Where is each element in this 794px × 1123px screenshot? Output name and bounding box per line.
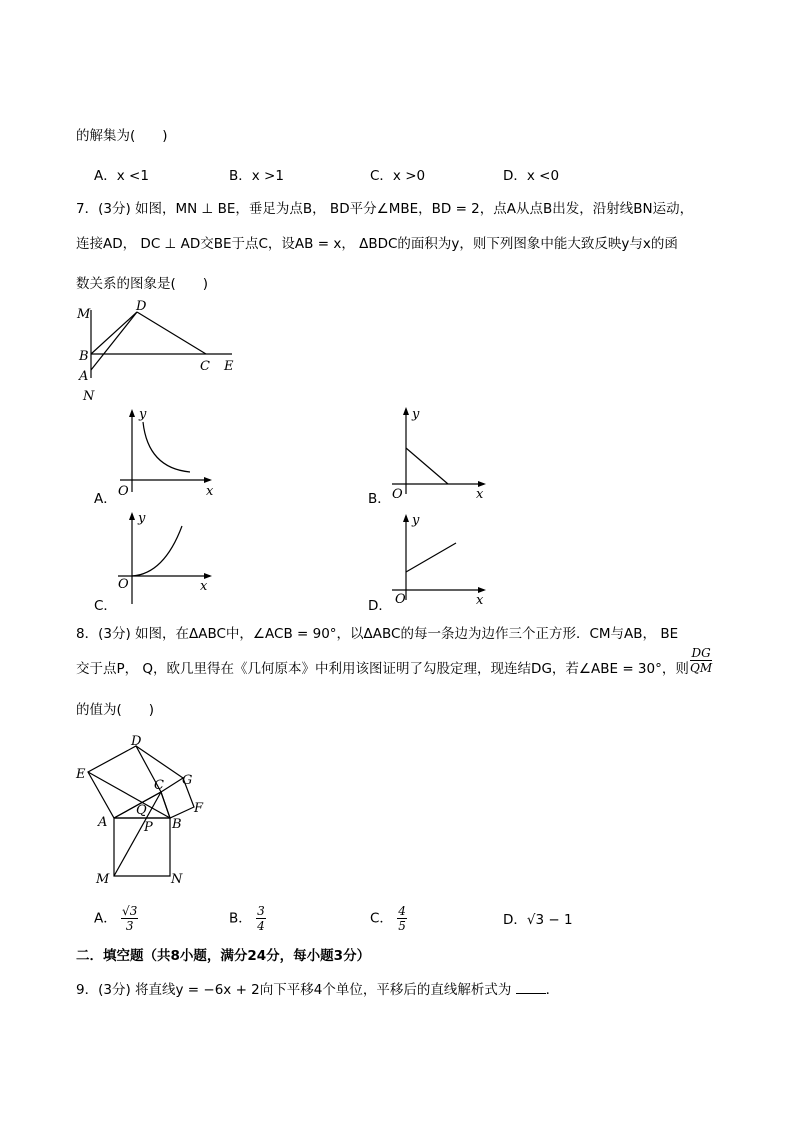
label-m: M: [77, 307, 91, 322]
graph-a-x-label: x: [206, 484, 214, 498]
label-b: B: [79, 349, 89, 364]
q8-frac-num: DG: [691, 646, 711, 660]
fig8-label-b: B: [172, 817, 182, 832]
q8-option-a: [94, 904, 138, 933]
q8-option-c: [370, 904, 407, 933]
q6-option-c: C．x >0: [370, 168, 426, 184]
q8-option-a-letter: A．: [94, 910, 117, 927]
fig8-label-q: Q: [136, 803, 147, 818]
q9-answer-blank[interactable]: [516, 981, 546, 994]
q8-option-b-frac: [256, 904, 266, 933]
q8-option-b: [229, 904, 266, 933]
graph-d-x-label: x: [476, 593, 484, 606]
q7-graph-c: [112, 508, 222, 606]
fig8-label-m: M: [96, 872, 110, 887]
q8-option-c-letter: C．: [370, 910, 393, 927]
q7-line-1: 7．(3分) 如图，MN ⊥ BE，垂足为点B， BD平分∠MBE，BD = 2，点A从点B出发，沿射线BN运动，: [76, 201, 694, 217]
q8-option-b-num: 3: [257, 904, 265, 918]
label-n: N: [83, 389, 95, 404]
q6-option-d: D．x <0: [503, 168, 560, 184]
q8-option-c-frac: [397, 904, 407, 933]
q7-graph-a: [112, 406, 222, 498]
label-e: E: [224, 359, 234, 374]
q8-option-b-den: 4: [257, 919, 265, 933]
graph-d-origin: O: [395, 592, 406, 606]
graph-c-y-label: y: [138, 511, 146, 526]
q8-geometry-figure: [72, 732, 222, 888]
q8-option-d: D．√3 − 1: [503, 912, 573, 928]
graph-a-origin: O: [118, 484, 129, 498]
fig8-label-n: N: [171, 872, 183, 887]
q7-graph-d: [386, 510, 496, 606]
q7-option-c-letter: C．: [94, 598, 117, 614]
q8-option-a-frac: [121, 904, 138, 933]
fig8-label-d: D: [131, 734, 142, 749]
q8-option-a-den: 3: [125, 919, 134, 933]
graph-b-y-label: y: [412, 407, 420, 422]
q7-line-2: 连接AD， DC ⊥ AD交BE于点C，设AB = x， ΔBDC的面积为y，则下列图象中能大致反映y与x的函: [76, 236, 678, 252]
q7-option-a-letter: A．: [94, 491, 117, 507]
graph-d-y-label: y: [412, 513, 420, 528]
q8-option-b-letter: B．: [229, 910, 252, 927]
fig8-label-f: F: [194, 801, 204, 816]
q8-option-c-num: 4: [398, 904, 406, 918]
q6-option-b: B．x >1: [229, 168, 284, 184]
q6-tail-text: 的解集为( ): [76, 128, 168, 144]
q8-line-3: 的值为( ): [76, 702, 155, 718]
fig8-label-g: G: [182, 773, 193, 788]
q8-line-1: 8．(3分) 如图，在ΔABC中，∠ACB = 90°，以ΔABC的每一条边为边作三个正方形．CM与AB， BE: [76, 626, 679, 642]
q7-line-3: 数关系的图象是( ): [76, 276, 209, 292]
q8-fraction: [690, 646, 712, 675]
q7-option-b-letter: B．: [368, 491, 391, 507]
q9-text: 9．(3分) 将直线y = −6x + 2向下平移4个单位，平移后的直线解析式为: [76, 982, 512, 998]
label-a: A: [79, 369, 89, 384]
label-d: D: [136, 299, 147, 314]
q8-option-a-num: √3: [122, 904, 138, 918]
graph-b-origin: O: [392, 487, 403, 498]
fig8-label-c: C: [154, 778, 164, 793]
q8-frac-den: QM: [690, 661, 713, 675]
q7-geometry-figure: [70, 298, 250, 408]
graph-c-origin: O: [118, 577, 129, 592]
graph-a-y-label: y: [139, 407, 147, 422]
q6-option-a: A．x <1: [94, 168, 149, 184]
q8-line-2: 交于点P， Q，欧几里得在《几何原本》中利用该图证明了勾股定理，现连结DG，若∠ABE = 30°，则: [76, 661, 689, 677]
graph-c-x-label: x: [200, 579, 208, 594]
q8-option-c-den: 5: [398, 919, 406, 933]
fig8-label-e: E: [76, 767, 86, 782]
label-c: C: [200, 359, 210, 374]
graph-b-x-label: x: [476, 487, 484, 498]
fig8-label-a: A: [98, 815, 108, 830]
q9-line: 9．(3分) 将直线y = −6x + 2向下平移4个单位，平移后的直线解析式为 ．: [76, 982, 560, 998]
fig8-label-p: P: [144, 820, 153, 835]
q7-graph-b: [386, 404, 496, 498]
section-heading-fill-in: 二．填空题（共8小题，满分24分，每小题3分）: [76, 948, 371, 964]
q7-option-d-letter: D．: [368, 598, 392, 614]
